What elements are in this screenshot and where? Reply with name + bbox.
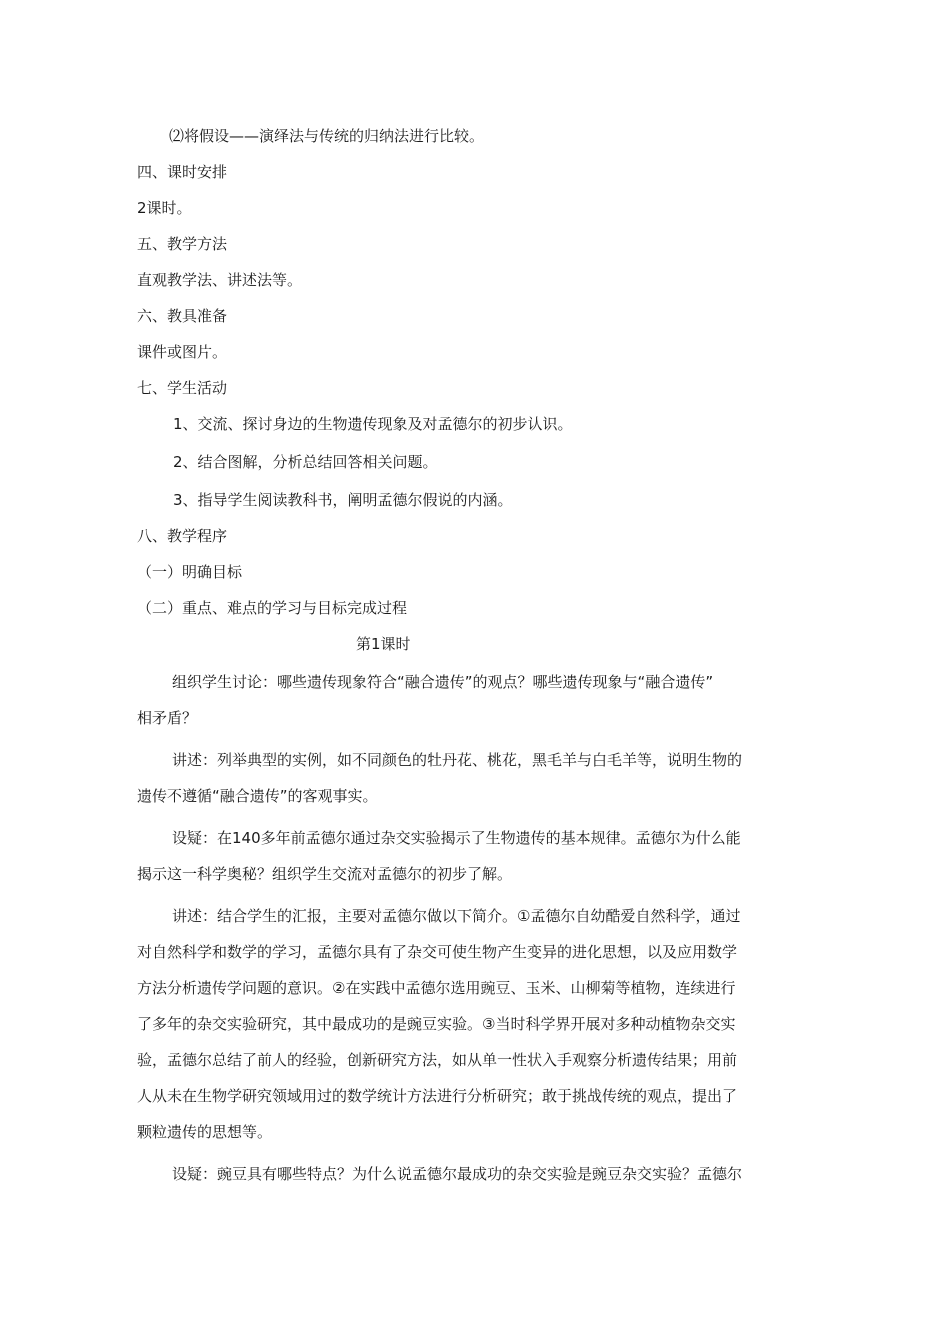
paragraph-question-2	[137, 1156, 813, 1192]
paragraph-line: 讲述：结合学生的汇报，主要对孟德尔做以下简介。①孟德尔自幼酷爱自然科学，通过	[172, 907, 741, 925]
lesson-title: 第1课时	[356, 635, 411, 653]
list-item: 1、交流、探讨身边的生物遗传现象及对孟德尔的初步认识。	[173, 415, 573, 433]
sub-heading: （一）明确目标	[137, 563, 243, 581]
paragraph-line: 验，孟德尔总结了前人的经验，创新研究方法，如从单一性状入手观察分析遗传结果；用前	[137, 1051, 738, 1069]
section-heading: 七、学生活动	[137, 379, 228, 397]
document-body	[137, 124, 813, 1192]
paragraph-explain-1	[137, 742, 813, 814]
text-line: 2课时。	[137, 199, 192, 217]
paragraph-discussion	[137, 664, 813, 736]
text-line: ⑵将假设——演绎法与传统的归纳法进行比较。	[169, 127, 485, 145]
section-heading: 八、教学程序	[137, 527, 228, 545]
paragraph-explain-2	[137, 898, 813, 1150]
paragraph-line: 设疑：豌豆具有哪些特点？为什么说孟德尔最成功的杂交实验是豌豆杂交实验？孟德尔	[172, 1165, 743, 1183]
paragraph-line: 了多年的杂交实验研究，其中最成功的是豌豆实验。③当时科学界开展对多种动植物杂交实	[137, 1015, 736, 1033]
paragraph-line: 人从未在生物学研究领域用过的数学统计方法进行分析研究；敢于挑战传统的观点，提出了	[137, 1087, 738, 1105]
paragraph-line: 讲述：列举典型的实例，如不同颜色的牡丹花、桃花，黑毛羊与白毛羊等，说明生物的	[172, 751, 743, 769]
paragraph-line: 揭示这一科学奥秘？组织学生交流对孟德尔的初步了解。	[137, 865, 513, 883]
section-heading: 四、课时安排	[137, 163, 228, 181]
section-heading: 五、教学方法	[137, 235, 228, 253]
list-item: 2、结合图解，分析总结回答相关问题。	[173, 453, 438, 471]
paragraph-line: 遗传不遵循“融合遗传”的客观事实。	[137, 787, 378, 805]
list-item: 3、指导学生阅读教科书，阐明孟德尔假说的内涵。	[173, 491, 513, 509]
text-line: 直观教学法、讲述法等。	[137, 271, 303, 289]
section-heading: 六、教具准备	[137, 307, 228, 325]
paragraph-line: 对自然科学和数学的学习，孟德尔具有了杂交可使生物产生变异的进化思想，以及应用数学	[137, 943, 738, 961]
paragraph-line: 方法分析遗传学问题的意识。②在实践中孟德尔选用豌豆、玉米、山柳菊等植物，连续进行	[137, 979, 736, 997]
paragraph-question-1	[137, 820, 813, 892]
sub-heading: （二）重点、难点的学习与目标完成过程	[137, 599, 408, 617]
paragraph-line: 设疑：在140多年前孟德尔通过杂交实验揭示了生物遗传的基本规律。孟德尔为什么能	[172, 829, 741, 847]
paragraph-line: 组织学生讨论：哪些遗传现象符合“融合遗传”的观点？哪些遗传现象与“融合遗传”	[172, 673, 714, 691]
paragraph-line: 颗粒遗传的思想等。	[137, 1123, 273, 1141]
text-line: 课件或图片。	[137, 343, 228, 361]
paragraph-line: 相矛盾？	[137, 709, 198, 727]
